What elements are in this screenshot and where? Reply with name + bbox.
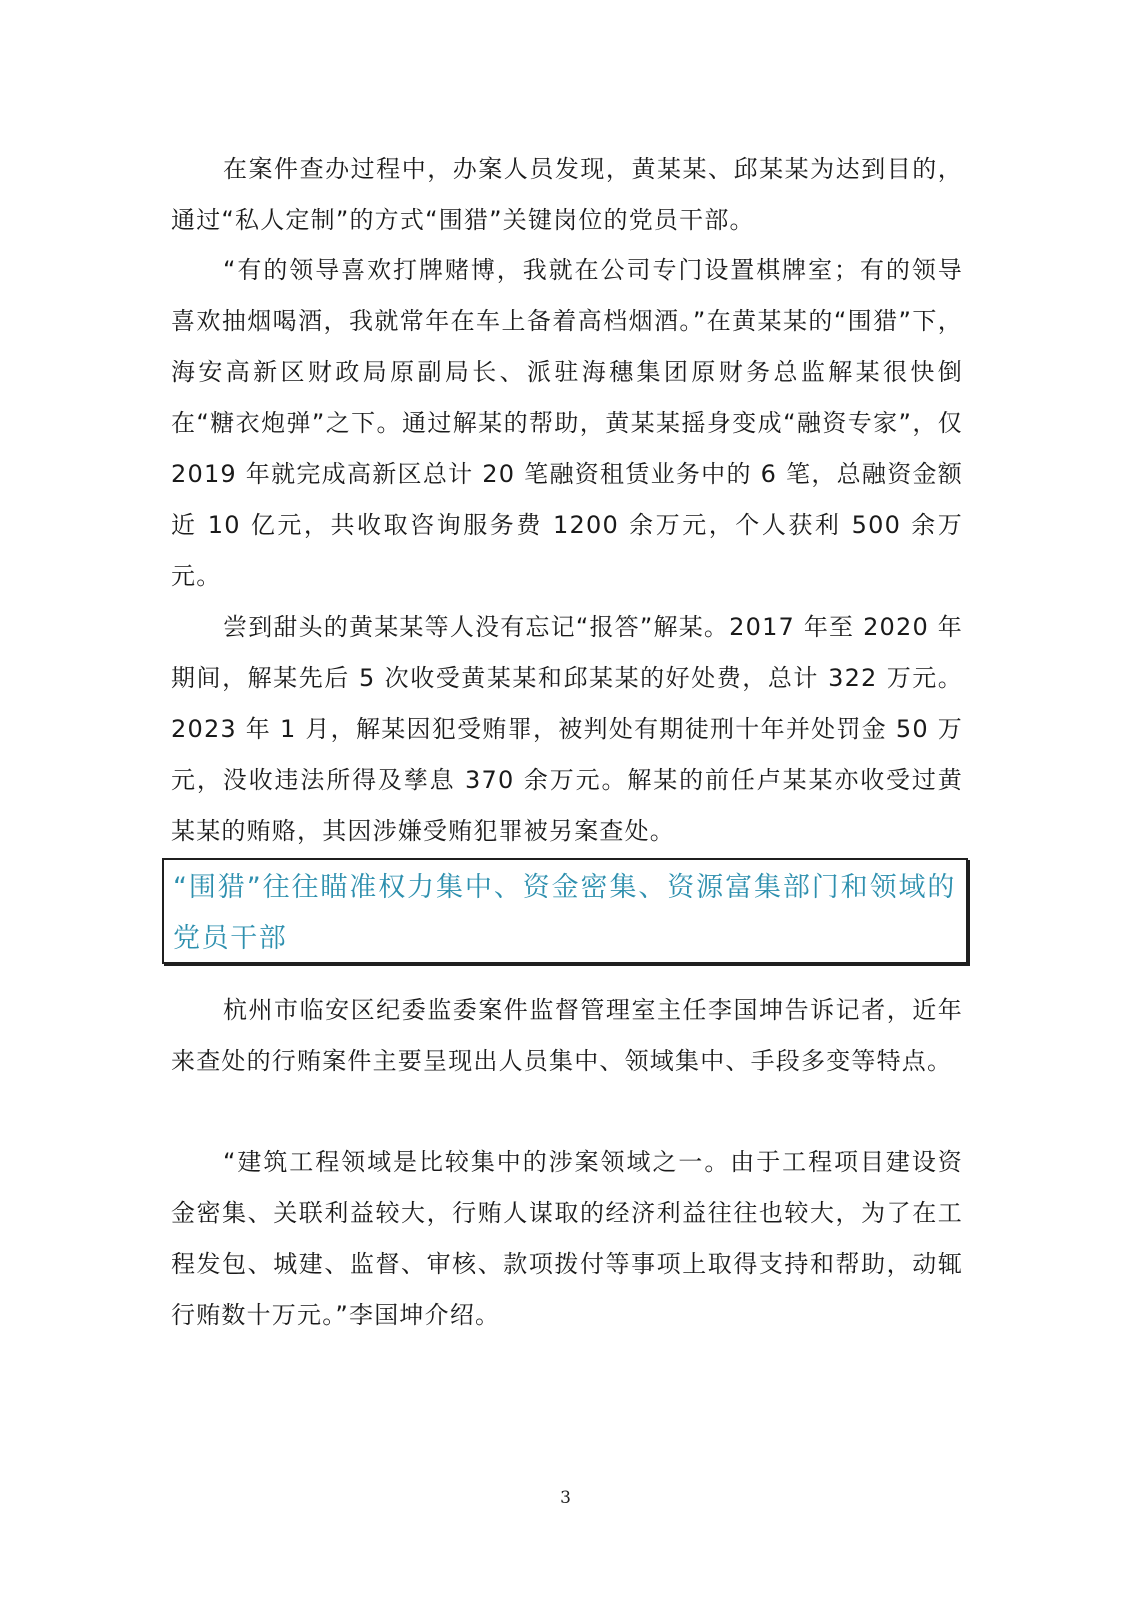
paragraph-5: “建筑工程领域是比较集中的涉案领域之一。由于工程项目建设资金密集、关联利益较大，行贿人谋取的经济利益往往也较大，为了在工程发包、城建、监督、审核、款项拨付等事项上取得支持和帮助，动辄行贿数十万元。”李国坤介绍。 bbox=[171, 1148, 963, 1329]
section-heading: “围猎”往往瞄准权力集中、资金密集、资源富集部门和领域的党员干部 bbox=[173, 872, 956, 954]
page-number: 3 bbox=[560, 1488, 571, 1508]
paragraph-4: 杭州市临安区纪委监委案件监督管理室主任李国坤告诉记者，近年来查处的行贿案件主要呈现出人员集中、领域集中、手段多变等特点。 bbox=[171, 996, 963, 1075]
section-heading-box bbox=[162, 858, 968, 964]
paragraph-3: 尝到甜头的黄某某等人没有忘记“报答”解某。2017 年至 2020 年期间，解某先后 5 次收受黄某某和邱某某的好处费，总计 322 万元。2023 年 1 月，解某因犯受贿罪，被判处有期徒刑十年并处罚金 50 万元，没收违法所得及孳息 370 余万元。解某的前任卢某某亦收受过黄某某的贿赂，其因涉嫌受贿犯罪被另案查处。 bbox=[171, 613, 963, 845]
paragraph-1: 在案件查办过程中，办案人员发现，黄某某、邱某某为达到目的，通过“私人定制”的方式“围猎”关键岗位的党员干部。 bbox=[171, 155, 963, 234]
paragraph-2: “有的领导喜欢打牌赌博，我就在公司专门设置棋牌室；有的领导喜欢抽烟喝酒，我就常年在车上备着高档烟酒。”在黄某某的“围猎”下，海安高新区财政局原副局长、派驻海穗集团原财务总监解某很快倒在“糖衣炮弹”之下。通过解某的帮助，黄某某摇身变成“融资专家”，仅 2019 年就完成高新区总计 20 笔融资租赁业务中的 6 笔，总融资金额近 10 亿元，共收取咨询服务费 1200 余万元，个人获利 500 余万元。 bbox=[171, 256, 963, 590]
